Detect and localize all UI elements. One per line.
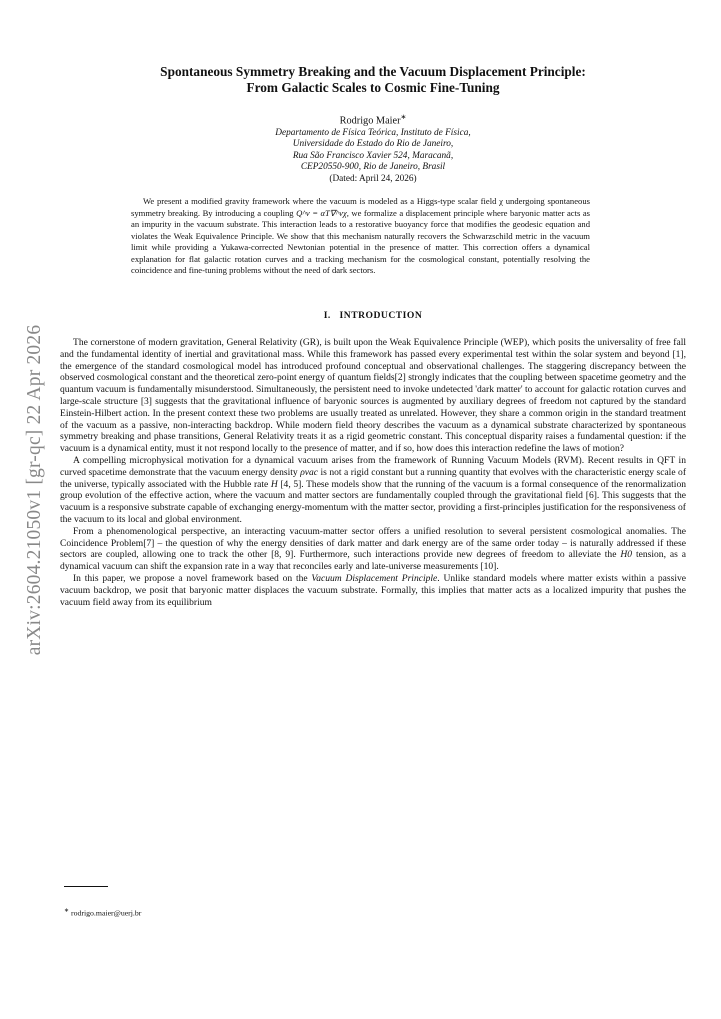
- paragraph-1: [60, 337, 686, 455]
- author-name-text: Rodrigo Maier: [339, 115, 401, 127]
- paragraph-text: In this paper, we propose a novel framework based on the: [73, 572, 312, 584]
- section-heading: [60, 310, 686, 321]
- arxiv-identifier[interactable]: arXiv:2604.21050v1 [gr-qc] 22 Apr 2026: [24, 324, 45, 656]
- affiliation-line: CEP20550-900, Rio de Janeiro, Brasil: [300, 162, 446, 173]
- emphasis-principle: Vacuum Displacement Principle: [311, 572, 438, 584]
- title-line-1: Spontaneous Symmetry Breaking and the Vacuum Displacement Principle:: [160, 64, 586, 79]
- paragraph-text: tension, as a dynamical vacuum can shift the expansion rate in a way that reconciles early and late-universe measurements [10].: [60, 549, 686, 573]
- paragraph-text: [4, 5]. These models show that the running of the vacuum is a formal consequence of the renormalization group evolution of the effective action, where the vacuum and matter sectors are fundamentally coupled through the gravitational field [6]. This suggests that the vacuum is a responsive substrate capable of exchanging energy-momentum with the matter sector, providing a first-principles justification for the responsiveness of the vacuum to its local and global environment.: [60, 478, 686, 525]
- math-h0: H0: [620, 549, 633, 561]
- paragraph-text: A compelling microphysical motivation for a dynamical vacuum arises from the framework of Running Vacuum Models (RVM). Recent results in QFT in curved spacetime demonstrate that the vacuum energy density: [60, 454, 686, 478]
- author-email[interactable]: rodrigo.maier@uerj.br: [70, 908, 142, 918]
- title-line-2: From Galactic Scales to Cosmic Fine-Tuning: [246, 80, 500, 95]
- paragraph-4: [60, 573, 686, 608]
- footnote: [64, 907, 141, 918]
- abstract-text-2: , we formalize a displacement principle where baryonic matter acts as an impurity in the vacuum substrate. This interaction leads to a restorative buoyancy force that modifies the geodesic equation and violates the Weak Equivalence Principle. We show that this mechanism naturally recovers the Schwarzschild metric in the vacuum limit while providing a Yukawa-corrected Newtonian potential in the presence of matter. This correction offers a dynamical explanation for flat galactic rotation curves and a tracking mechanism for the cosmological constant, potentially resolving the coincidence and fine-tuning problems without the need of dark sectors.: [131, 207, 590, 275]
- paragraph-text: is not a rigid constant but a running quantity that evolves with the characteristic energy scale of the universe, typically associated with the Hubble rate: [60, 466, 686, 490]
- paragraph-text: From a phenomenological perspective, an interacting vacuum-matter sector offers a unified resolution to several persistent cosmological anomalies. The Coincidence Problem[7] – the question of why the energy densities of dark matter and dark energy are of the same order today – is naturally addressed if these sectors are coupled, allowing one to track the other [8, 9]. Furthermore, such interactions provide new degrees of freedom to alleviate the: [60, 525, 686, 561]
- abstract-text-1: We present a modified gravity framework where the vacuum is modeled as a Higgs-type scalar field χ undergoing spontaneous symmetry breaking. By introducing a coupling: [131, 196, 590, 218]
- author-block: [150, 112, 596, 185]
- paragraph-3: [60, 526, 686, 573]
- body-text: [60, 337, 686, 608]
- footnote-mark: ∗: [64, 908, 70, 914]
- dated: (Dated: April 24, 2026): [329, 173, 417, 184]
- author-name: [150, 112, 596, 127]
- abstract: [131, 196, 590, 277]
- math-hubble: H: [270, 478, 278, 490]
- affiliation-line: Departamento de Física Teórica, Instituto de Física,: [275, 127, 471, 138]
- affiliation-line: Rua São Francisco Xavier 524, Maracanã,: [292, 150, 454, 161]
- author-footnote-mark[interactable]: ∗: [400, 113, 407, 121]
- section-number: I.: [323, 310, 331, 321]
- math-rho-vac: ρvac: [300, 466, 319, 478]
- paper-title: [60, 64, 686, 96]
- footnote-rule: [64, 886, 108, 887]
- paragraph-text: . Unlike standard models where matter exists within a passive vacuum backdrop, we posit that baryonic matter displaces the vacuum substrate. Formally, this implies that matter acts as a localized impurity that pushes the vacuum field away from its equilibrium: [60, 572, 686, 608]
- paragraph-text: The cornerstone of modern gravitation, General Relativity (GR), is built upon the Weak Equivalence Principle (WEP), which posits the universality of free fall and the fundamental identity of inertial and gravitational mass. While this framework has passed every experimental test within the solar system and beyond [1], the emergence of the standard cosmological model has introduced profound conceptual and observational challenges. The staggering discrepancy between the observed cosmological constant and the theoretical zero-point energy of quantum fields[2] strongly indicates that the coupling between spacetime geometry and the quantum vacuum is fundamentally misunderstood. Simultaneously, the persistent need to invoke undetected 'dark matter' to account for galactic rotation curves and large-scale structure [3] suggests that the gravitational influence of baryonic sources is augmented by auxiliary degrees of freedom not captured by the standard Einstein-Hilbert action. In the present context these two problems are usually treated as unrelated. However, they share a common origin in the standard treatment of the vacuum as a passive, non-interacting backdrop. While modern field theory describes the vacuum as a dynamical substrate characterized by spontaneous symmetry breaking and phase transitions, General Relativity treats it as a rigid geometric constant. This conceptual disparity raises a fundamental question: if the vacuum is a dynamical entity, must it not respond locally to the presence of matter, and if so, how does this interaction redefine the laws of motion?: [60, 337, 686, 455]
- paragraph-2: [60, 455, 686, 526]
- affiliation-line: Universidade do Estado do Rio de Janeiro,: [292, 139, 454, 150]
- section-title: INTRODUCTION: [339, 310, 423, 321]
- abstract-math: Q^ν = αT∇^νχ: [296, 207, 347, 218]
- arxiv-stamp: [15, 300, 55, 680]
